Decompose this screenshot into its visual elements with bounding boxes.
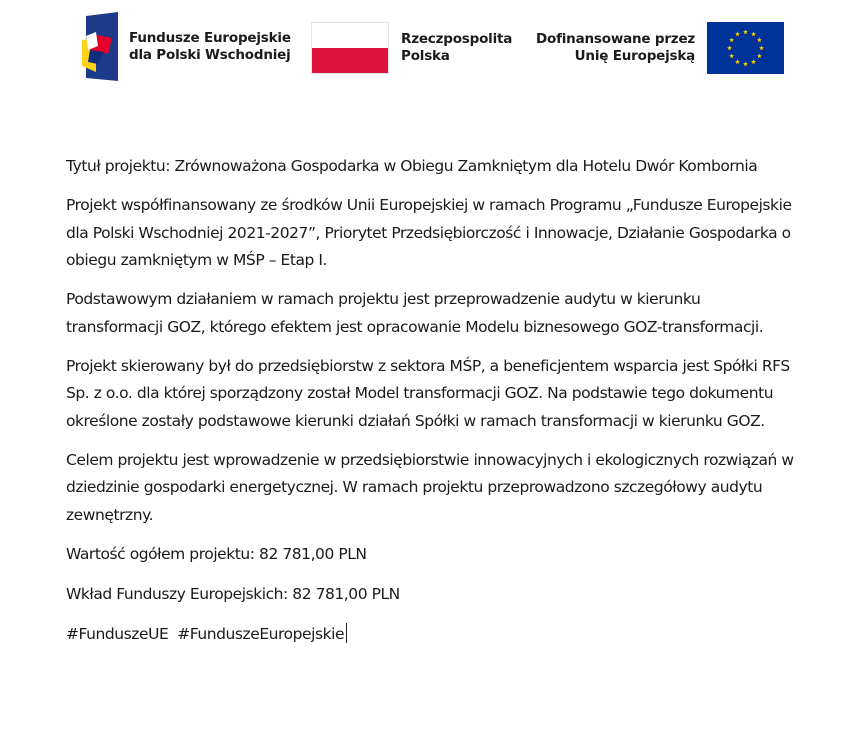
project-title: Tytuł projektu: Zrównoważona Gospodarka w Obiegu Zamkniętym dla Hotelu Dwór Kombornia [66, 157, 758, 175]
text-cursor [346, 623, 347, 643]
fundusze-europejskie-logo [82, 12, 291, 81]
fundusze-europejskie-logo-text [129, 30, 291, 64]
main-activity-paragraph: Podstawowym działaniem w ramach projektu jest przeprowadzenie audytu w kierunku transformacji GOZ, którego efektem jest opracowanie Modelu biznesowego GOZ-transformacji. [66, 290, 764, 336]
rzeczpospolita-logo-text [401, 31, 512, 65]
cofinancing-paragraph: Projekt współfinansowany ze środków Unii Europejskiej w ramach Programu „Fundusze Europejskie dla Polski Wschodniej 2021-2027”, Priorytet Przedsiębiorczość i Innowacje, Działanie Gospodarka o obiegu zamkniętym w MŚP – Etap I. [66, 196, 792, 269]
eu-flag-icon [707, 22, 784, 74]
project-description [66, 153, 796, 660]
eu-funds-contribution: Wkład Funduszy Europejskich: 82 781,00 PLN [66, 584, 400, 603]
hashtags-line[interactable] [66, 621, 796, 649]
fundusze-line2: dla Polski Wschodniej [129, 46, 291, 63]
beneficiary-paragraph: Projekt skierowany był do przedsiębiorstw z sektora MŚP, a beneficjentem wsparcia jest Spółki RFS Sp. z o.o. dla której sporządzony został Model transformacji GOZ. Na podstawie tego dokumentu określone zostały podstawowe kierunki działań Spółki w ramach transformacji w kierunku GOZ. [66, 356, 790, 430]
rzeczpospolita-line1: Rzeczpospolita [401, 31, 513, 47]
unia-europejska-logo [536, 22, 784, 74]
ue-line2: Unię Europejską [574, 48, 696, 64]
fundusze-europejskie-emblem-icon [82, 12, 119, 81]
ue-logo-text [536, 31, 695, 65]
fundusze-line1: Fundusze Europejskie [129, 29, 291, 46]
project-total-value: Wartość ogółem projektu: 82 781,00 PLN [66, 544, 367, 563]
ue-line1: Dofinansowane przez [536, 31, 696, 47]
hashtags: #FunduszeUE #FunduszeEuropejskie [66, 624, 345, 643]
rzeczpospolita-polska-logo [311, 22, 512, 74]
polish-flag-icon [311, 22, 389, 74]
project-goal-paragraph: Celem projektu jest wprowadzenie w przedsiębiorstwie innowacyjnych i ekologicznych rozwiązań w dziedzinie gospodarki energetycznej. W ramach projektu przeprowadzono szczegółowy audytu zewnętrzny. [66, 450, 794, 524]
rzeczpospolita-line2: Polska [401, 48, 450, 64]
logo-bar [0, 0, 845, 100]
